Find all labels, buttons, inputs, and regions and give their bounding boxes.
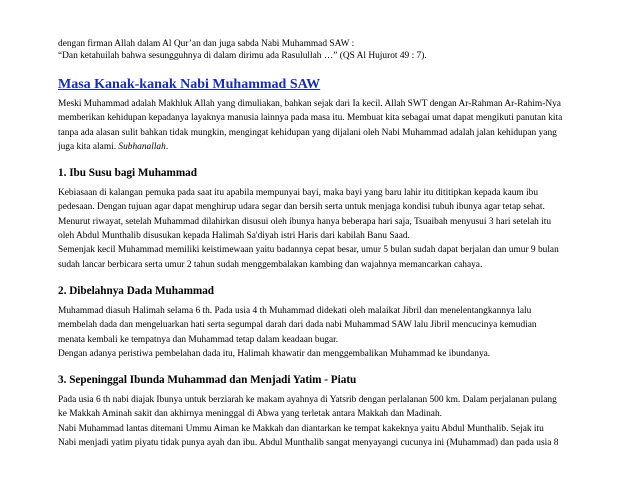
opening-italic-word: Subhanallah bbox=[118, 141, 166, 152]
section-body-yatim-piatu bbox=[58, 393, 588, 450]
section-title-dibelahnya-dada: 2. Dibelahnya Dada Muhammad bbox=[58, 284, 215, 297]
section-line: Muhammad diasuh Halimah selama 6 th. Pada usia 4 th Muhammad didekati oleh malaikat Jibril dan menelentangkannya lalu bbox=[58, 305, 532, 316]
section-body-ibu-susu bbox=[58, 186, 588, 272]
section-title-ibu-susu: 1. Ibu Susu bagi Muhammad bbox=[58, 167, 197, 180]
section-line: Dengan adanya peristiwa pembelahan dada itu, Halimah khawatir dan menggembalikan Muhammad ke ibundanya. bbox=[58, 348, 491, 359]
section-line: membelah dada dan mengeluarkan hati serta segumpal darah dari dada nabi Muhammad SAW lalu Jibril mencucinya kemudian bbox=[58, 320, 537, 331]
section-line: Pada usia 6 th nabi diajak Ibunya untuk berziarah ke makam ayahnya di Yatsrib dengan perlalanan 500 km. Dalam perjalanan pulang bbox=[58, 395, 557, 406]
section-title-yatim-piatu: 3. Sepeninggal Ibunda Muhammad dan Menjadi Yatim - Piatu bbox=[58, 374, 357, 387]
section-line: oleh Abdul Munthalib disusukan kepada Halimah Sa'diyah istri Haris dari kabilah Banu Saad. bbox=[58, 231, 410, 242]
section-line: Nabi Muhammad lantas ditemani Ummu Aiman ke Makkah dan diantarkan ke tempat kakeknya yaitu Abdul Munthalib. Sejak itu bbox=[58, 423, 544, 434]
opening-last-suffix: . bbox=[165, 141, 169, 152]
section-line: Menurut riwayat, setelah Muhammad dilahirkan disusui oleh ibunya hanya beberapa hari saja, Tsuaibah menyusui 3 hari setelah itu bbox=[58, 216, 552, 227]
intro-quote: “Dan ketahuilah bahwa sesungguhnya di dalam dirimu ada Rasulullah …” (QS Al Hujurot 49 : 7). bbox=[58, 51, 427, 61]
intro-block bbox=[58, 38, 588, 62]
main-title: Masa Kanak-kanak Nabi Muhammad SAW bbox=[58, 77, 321, 92]
section-body-dibelahnya-dada bbox=[58, 304, 588, 361]
opening-last-prefix: juga kita alami. bbox=[58, 141, 119, 152]
document-page bbox=[58, 38, 588, 450]
section-line: sudah lancar berbicara serta umur 2 tahun sudah menggembalakan kambing dan wajahnya memancarkan cahaya. bbox=[58, 259, 483, 270]
section-line: Kebiasaan di kalangan pemuka pada saat itu apabila mempunyai bayi, maka bayi yang baru lahir itu dititipkan kepada kaum ibu bbox=[58, 188, 539, 199]
opening-line: tanpa ada alasan sulit bahkan tidak mungkin, mengingat kehidupan yang dijalani oleh Nabi Muhammad adalah jalan kehidupan yang bbox=[58, 127, 557, 138]
opening-last-line bbox=[58, 140, 588, 154]
section-line: ke Makkah Aminah sakit dan akhirnya meninggal di Abwa yang terletak antara Makkah dan Madinah. bbox=[58, 409, 442, 420]
section-line: menata kembali ke tempatnya dan Muhammad tetap dalam keadaan bugar. bbox=[58, 334, 339, 345]
opening-line: memberikan kehidupan kepadanya layaknya manusia lainnya pada masa itu. Membuat kita sebagai umat dapat mengikuti panutan kita bbox=[58, 113, 563, 124]
opening-line: Meski Muhammad adalah Makhluk Allah yang dimuliakan, bahkan sejak dari Ia kecil. Allah SWT dengan Ar-Rahman Ar-Rahim-Nya bbox=[58, 99, 561, 109]
opening-paragraph bbox=[58, 97, 588, 154]
section-line: Semenjak kecil Muhammad memiliki keistimewaan yaitu badannya cepat besar, umur 5 bulan sudah dapat berjalan dan umur 9 bulan bbox=[58, 245, 559, 256]
intro-line: dengan firman Allah dalam Al Qur’an dan juga sabda Nabi Muhammad SAW : bbox=[58, 39, 355, 49]
section-line: Nabi menjadi yatim piyatu tidak punya ayah dan ibu. Abdul Munthalib sangat menyayangi cucunya ini (Muhammad) dan pada usia 8 bbox=[58, 438, 559, 449]
section-line: pedesaan. Dengan tujuan agar dapat menghirup udara segar dan bersih serta untuk menjaga kondisi tubuh ibunya agar tetap sehat. bbox=[58, 202, 545, 213]
